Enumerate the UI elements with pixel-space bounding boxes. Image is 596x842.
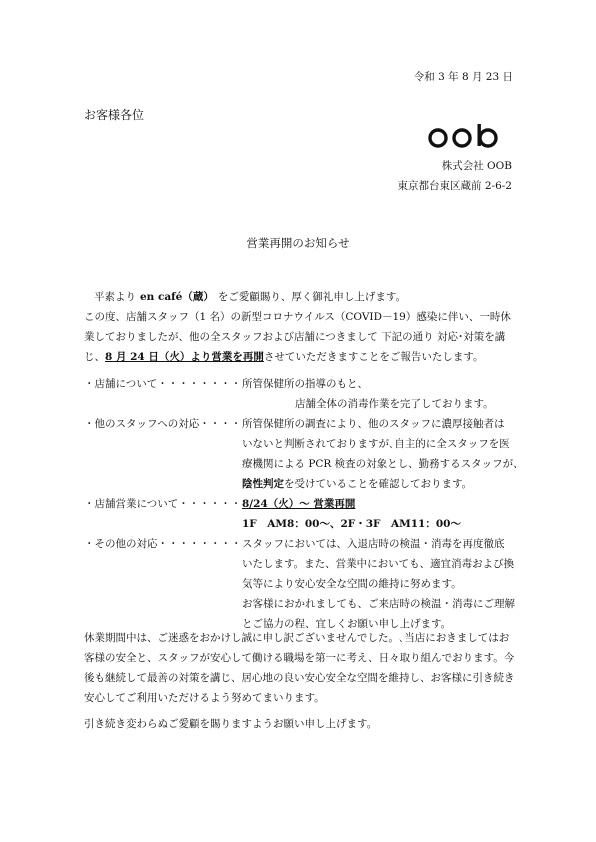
intro-paragraph (84, 287, 524, 367)
measures-list (84, 374, 524, 634)
oob-logo (428, 124, 512, 148)
letter-date: 令和 3 年 8 月 23 日 (413, 71, 513, 83)
company-name: 株式会社 OOB (441, 160, 512, 172)
intro-line-2: 業しておりましたが、他の全スタッフおよび店舗につきまして 下記の通り 対応･対策を講 (84, 331, 506, 343)
greeting-after: をご愛顧賜り、厚く御礼申し上げます。 (217, 291, 407, 303)
list-item-store (84, 374, 524, 414)
item-line: 気等により安心安全な空間の維持に努めます。 (242, 578, 462, 590)
reopen-banner: 8/24（火）～ 営業再開 (242, 498, 356, 510)
opening-hours: 1F AM8：00～、2F・3F AM11：00～ (242, 518, 461, 530)
final-remark: 引き続き変わらぬご愛顧を賜りますようお願い申し上げます。 (84, 718, 378, 730)
negative-result-emphasis: 陰性判定 (242, 478, 284, 490)
intro-line-3-after: させていただきますことをご報告いたします。 (263, 351, 484, 363)
item-label: ・他のスタッフへの対応・・・・ (84, 418, 242, 430)
item-line: お客様におかれましても、ご来店時の検温・消毒にご理解 (242, 598, 515, 610)
item-line: いないと判断されておりますが､自主的に全スタッフを医 (242, 438, 510, 450)
notice-title: 営業再開のお知らせ (246, 236, 350, 250)
company-address: 東京都台東区蔵前 2-6-2 (397, 180, 512, 192)
list-item-business (84, 494, 524, 534)
item-line: 店舗全体の消毒作業を完了しております。 (295, 398, 494, 410)
closing-line-1: 休業期間中は、ご迷惑をおかけし誠に申し訳ございませんでした。､当店におきましてはお (84, 632, 510, 644)
closing-line-4: 安心してご利用いただけるよう努めてまいります。 (84, 692, 325, 704)
item-line: とご協力の程、宜しくお願い申し上げます。 (242, 618, 452, 630)
item-line: 所管保健所の指導のもと、 (242, 378, 368, 390)
item-line: 療機関による PCR 検査の対象とし、勤務するスタッフが、 (242, 458, 524, 470)
item-line: いたします。また、営業中においても、適宜消毒および換 (242, 558, 515, 570)
salutation: お客様各位 (84, 108, 145, 122)
item-label: ・店舗営業について・・・・・・ (84, 498, 242, 510)
intro-line-3-before: じ、 (84, 351, 105, 363)
store-name: en café（蔵） (140, 291, 214, 303)
item-line: スタッフにおいては、入退店時の検温・消毒を再度徹底 (242, 538, 505, 550)
item-label: ・店舗について・・・・・・・・ (84, 378, 242, 390)
closing-paragraph (84, 628, 524, 708)
list-item-other (84, 534, 524, 634)
greeting-before: 平素より (94, 291, 136, 303)
item-label: ・その他の対応・・・・・・・・ (84, 538, 242, 550)
list-item-staff (84, 414, 524, 494)
closing-line-2: 客様の安全と、スタッフが安心して働ける職場を第一に考え、日々取り組んでおります。今 (84, 652, 515, 664)
closing-line-3: 後も継続して最善の対策を講じ、居心地の良い安心安全な空間を維持し、お客様に引き続き (84, 672, 515, 684)
item-line-tail: を受けていることを確認しております。 (284, 478, 473, 490)
item-line: 所管保健所の調査により、他のスタッフに濃厚接触者は (242, 418, 505, 430)
intro-line-1: この度、店舗スタッフ（1 名）の新型コロナウイルス（COVID－19）感染に伴い、一時休 (84, 311, 511, 323)
reopen-date-highlight: 8 月 24 日（火）より営業を再開 (105, 351, 264, 363)
